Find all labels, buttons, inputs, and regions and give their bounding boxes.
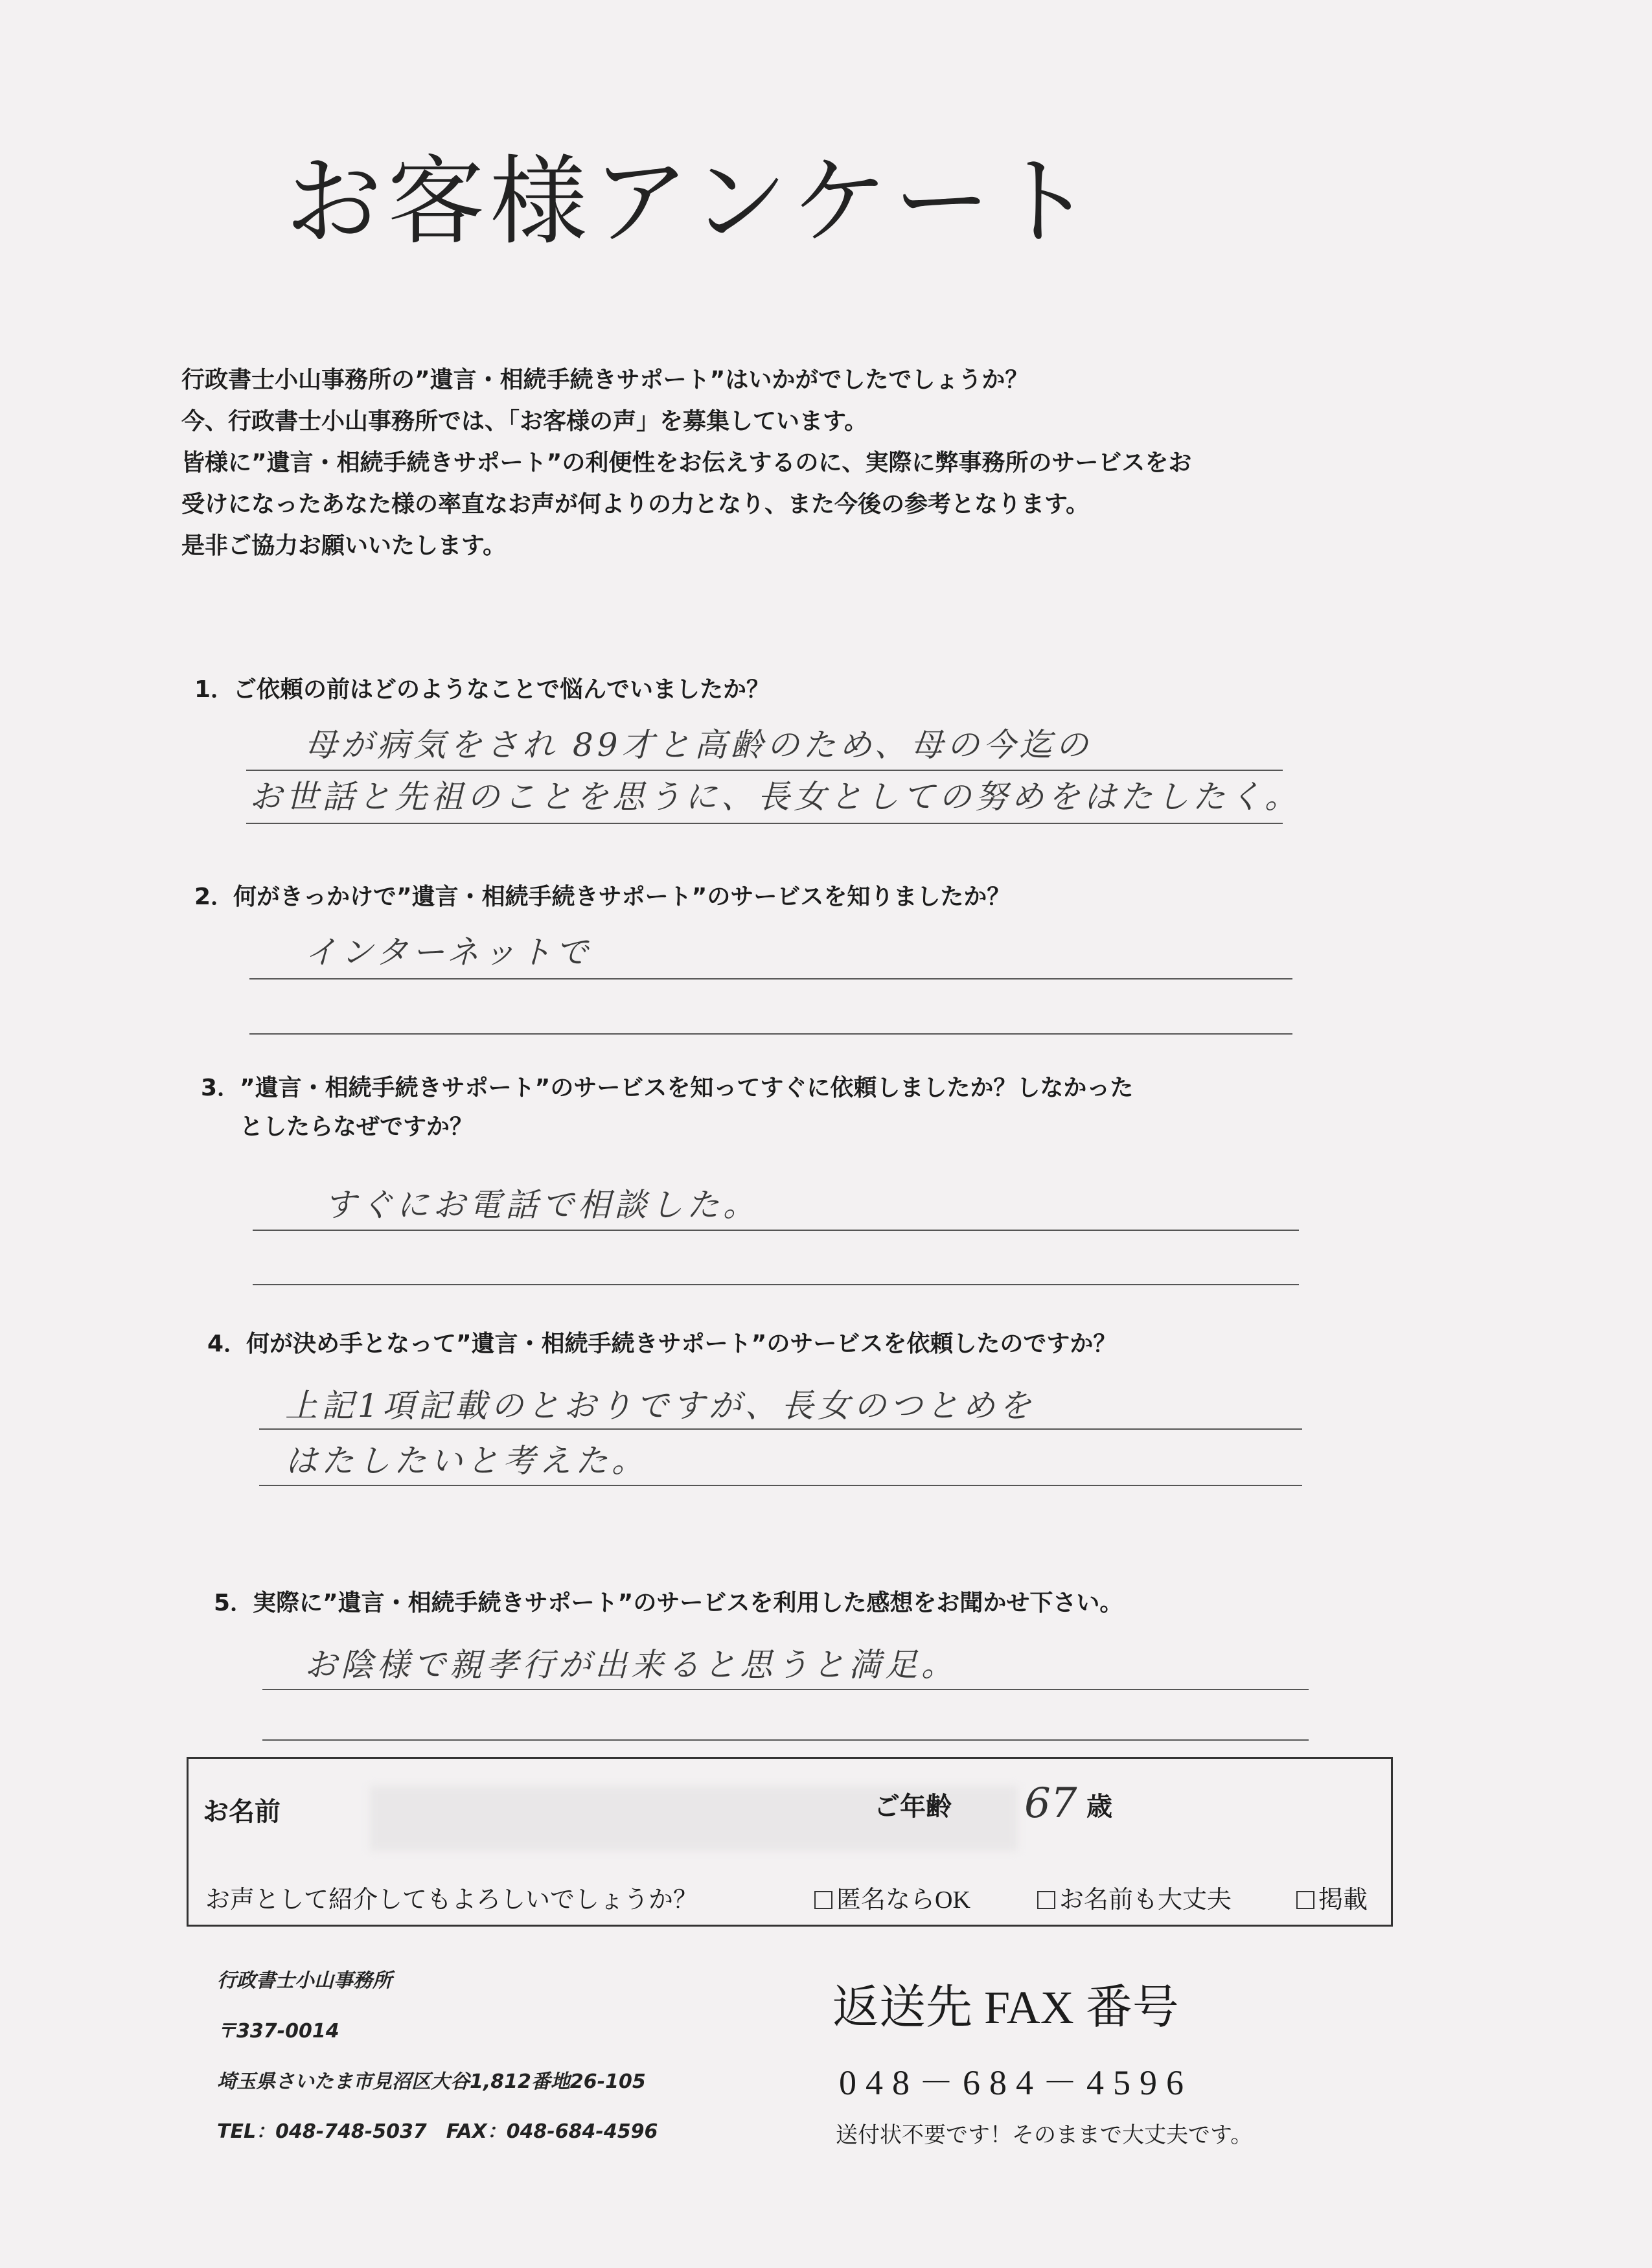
question-text: ご依頼の前はどのようなことで悩んでいましたか？: [233, 676, 770, 703]
option-anonymous[interactable]: 匿名ならOK: [814, 1879, 970, 1915]
question-number: 1．: [194, 676, 235, 703]
respondent-box: [187, 1757, 1393, 1927]
question-text: 実際に”遺言・相続手続きサポート”のサービスを利用した感想をお聞かせ下さい。: [253, 1590, 1123, 1616]
intro-text: [181, 360, 1191, 567]
answer-line: [253, 1230, 1299, 1231]
intro-line: 今、行政書士小山事務所では、「お客様の声」を募集しています。: [181, 408, 868, 435]
age-unit: 歳: [1086, 1792, 1112, 1822]
answer-5-line-1[interactable]: お陰様で親孝行が出来ると思うと満足。: [304, 1646, 958, 1684]
office-address: 埼玉県さいたま市見沼区大谷1,812番地26-105: [217, 2070, 646, 2093]
checkbox[interactable]: [814, 1891, 832, 1909]
answer-4-line-1[interactable]: 上記1項記載のとおりですが、長女のつとめを: [285, 1387, 1035, 1425]
age-value[interactable]: 67: [1024, 1780, 1077, 1827]
question-number: 5．: [214, 1590, 254, 1616]
answer-1-line-2[interactable]: お世話と先祖のことを思うに、長女としての努めをはたしたく。: [249, 778, 1301, 816]
return-fax-title: 返送先 FAX 番号: [832, 1982, 1179, 2033]
intro-line: 是非ご協力お願いいたします。: [181, 533, 507, 559]
answer-line: [249, 1033, 1292, 1035]
return-fax-note: 送付状不要です！そのままで大丈夫です。: [836, 2122, 1253, 2148]
question-3: [201, 1069, 1133, 1147]
answer-4-line-2[interactable]: はたしたいと考えた。: [285, 1442, 648, 1480]
question-number: 2．: [194, 884, 235, 910]
intro-line: 皆様に”遺言・相続手続きサポート”の利便性をお伝えするのに、実際に弊事務所のサービスをお: [181, 450, 1192, 476]
answer-line: [253, 1284, 1299, 1285]
answer-line: [246, 823, 1283, 824]
answer-line: [249, 978, 1292, 979]
question-5: [214, 1584, 1123, 1623]
option-name-ok[interactable]: お名前も大丈夫: [1037, 1879, 1232, 1915]
office-name: 行政書士小山事務所: [217, 1969, 392, 1992]
intro-line: 行政書士小山事務所の”遺言・相続手続きサポート”はいかがでしたでしょうか？: [181, 367, 1029, 393]
checkbox[interactable]: [1037, 1891, 1055, 1909]
consent-question: お声として紹介してもよろしいでしょうか？: [205, 1885, 698, 1914]
question-text-continued: としたらなぜですか？: [240, 1114, 474, 1140]
answer-3-line-1[interactable]: すぐにお電話で相談した。: [324, 1186, 759, 1224]
question-2: [194, 878, 1010, 917]
answer-1-line-1[interactable]: 母が病気をされ 89才と高齢のため、母の今迄の: [304, 726, 1092, 764]
question-4: [207, 1325, 1116, 1364]
page-title: お客様アンケート: [285, 146, 1099, 258]
office-postal: 〒337-0014: [217, 2020, 339, 2043]
name-label: お名前: [203, 1797, 281, 1827]
question-text: 何がきっかけで”遺言・相続手続きサポート”のサービスを知りましたか？: [233, 884, 1011, 910]
answer-line: [262, 1689, 1309, 1690]
answer-line: [259, 1428, 1302, 1430]
answer-line: [259, 1485, 1302, 1486]
answer-line: [246, 770, 1283, 771]
question-number: 3．: [201, 1075, 241, 1101]
answer-line: [262, 1739, 1309, 1741]
office-phone-fax: TEL：048-748-5037 FAX：048-684-4596: [217, 2120, 658, 2143]
intro-line: 受けになったあなた様の率直なお声が何よりの力となり、また今後の参考となります。: [181, 491, 1090, 518]
option-publish[interactable]: 掲載: [1296, 1879, 1368, 1915]
question-number: 4．: [207, 1331, 247, 1357]
question-text: ”遺言・相続手続きサポート”のサービスを知ってすぐに依頼しましたか？しなかった: [240, 1075, 1134, 1101]
question-1: [194, 670, 770, 709]
question-text: 何が決め手となって”遺言・相続手続きサポート”のサービスを依頼したのですか？: [246, 1331, 1117, 1357]
return-fax-number[interactable]: 048－684－4596: [839, 2063, 1193, 2102]
age-label: ご年齢: [874, 1792, 952, 1822]
answer-2-line-1[interactable]: インターネットで: [304, 934, 592, 971]
checkbox[interactable]: [1296, 1891, 1314, 1909]
